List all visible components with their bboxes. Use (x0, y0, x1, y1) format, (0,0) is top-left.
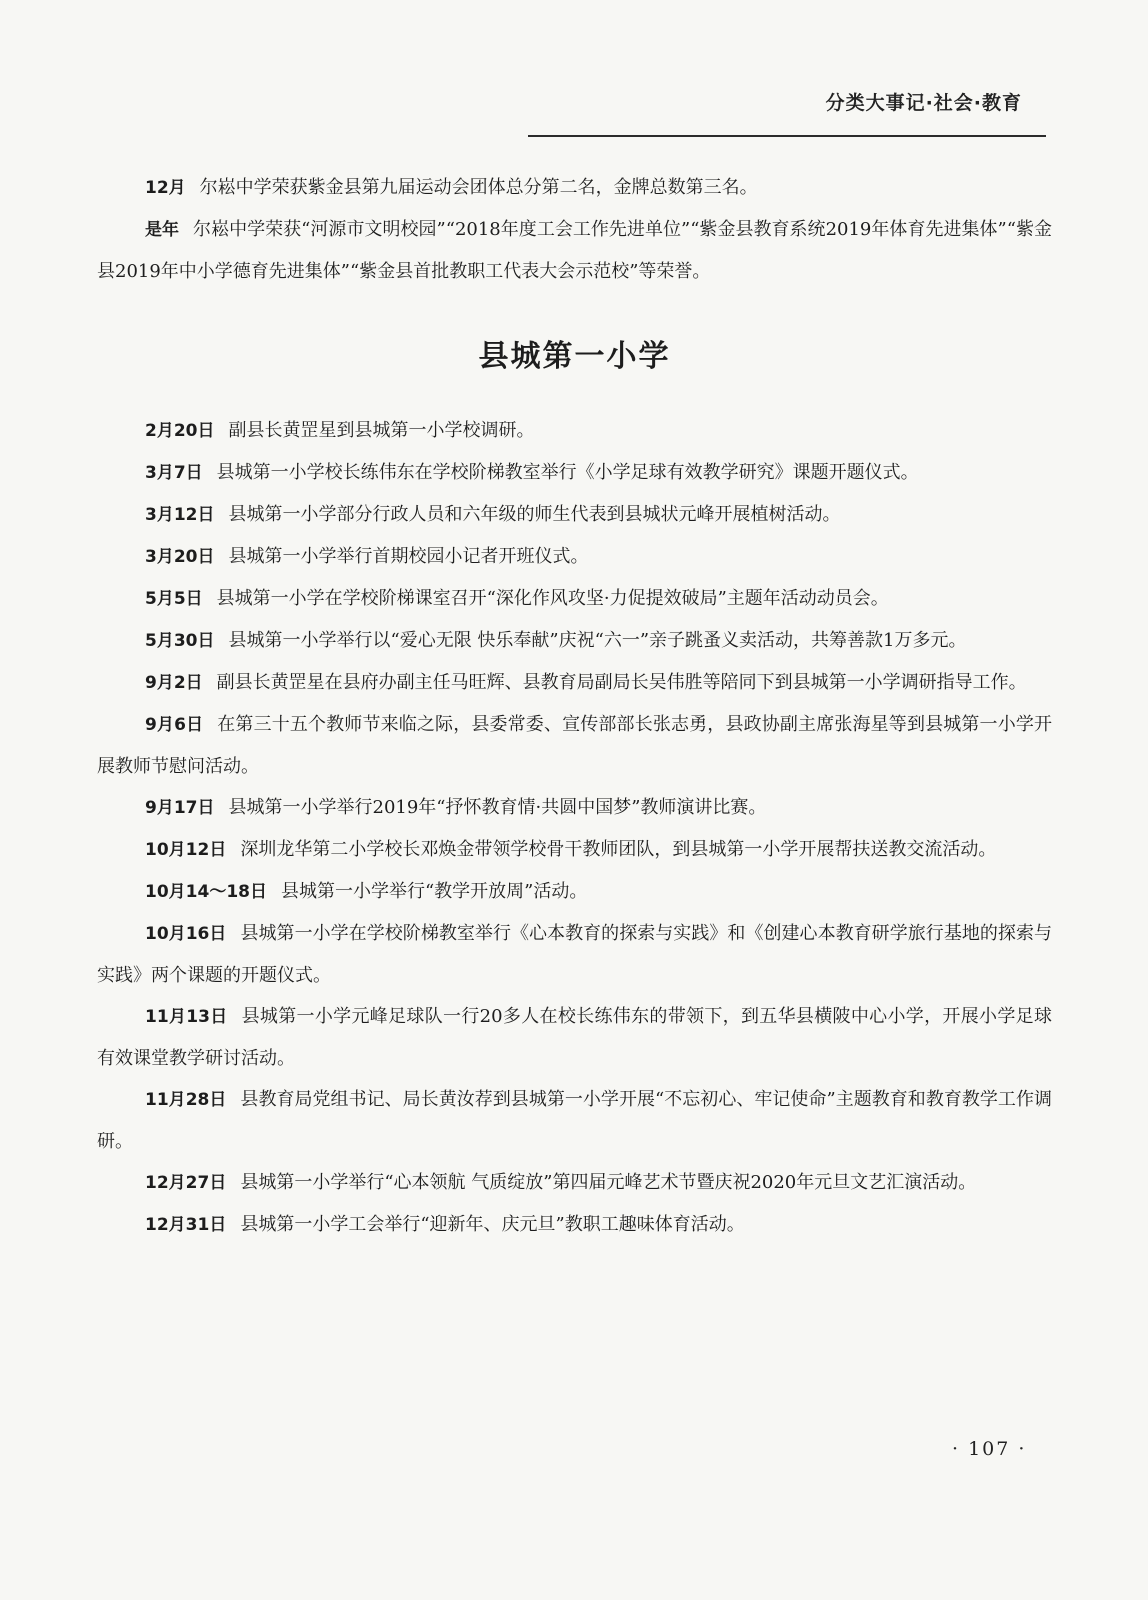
running-header: 分类大事记·社会·教育 (825, 92, 1022, 114)
event-entry (97, 1204, 1052, 1246)
event-entry (97, 494, 1052, 536)
entry-date: 12月 (145, 178, 186, 198)
page-number: · 107 · (952, 1438, 1027, 1460)
entry-text: 县城第一小学举行“教学开放周”活动。 (280, 881, 588, 902)
event-entry (97, 787, 1052, 829)
entry-date: 3月12日 (145, 505, 215, 525)
entry-date: 12月27日 (145, 1173, 227, 1193)
event-entry (97, 913, 1052, 996)
entry-date: 2月20日 (145, 421, 215, 441)
entry-text: 县城第一小学校长练伟东在学校阶梯教室举行《小学足球有效教学研究》课题开题仪式。 (216, 462, 919, 483)
entry-date: 3月20日 (145, 547, 215, 567)
entry-text: 副县长黄罡星到县城第一小学校调研。 (228, 420, 535, 441)
entry-text: 县城第一小学举行“心本领航 气质绽放”第四届元峰艺术节暨庆祝2020年元旦文艺汇演活动。 (240, 1172, 977, 1193)
entry-date: 10月12日 (145, 840, 227, 860)
entry-date: 12月31日 (145, 1215, 227, 1235)
entry-text: 县教育局党组书记、局长黄汝荐到县城第一小学开展“不忘初心、牢记使命”主题教育和教育教学工作调研。 (97, 1089, 1052, 1152)
entry-text: 尔崧中学荣获“河源市文明校园”“2018年度工会工作先进单位”“紫金县教育系统2019年体育先进集体”“紫金县2019年中小学德育先进集体”“紫金县首批教职工代表大会示范校”等荣誉。 (97, 219, 1053, 282)
entry-text: 副县长黄罡星在县府办副主任马旺辉、县教育局副局长吴伟胜等陪同下到县城第一小学调研指导工作。 (216, 672, 1027, 693)
entry-date: 11月28日 (145, 1090, 227, 1110)
prev-entry (97, 167, 1052, 209)
entry-date: 是年 (145, 220, 180, 240)
event-entry (97, 1079, 1052, 1162)
entry-date: 9月6日 (145, 715, 204, 735)
event-entry (97, 410, 1052, 452)
entry-text: 在第三十五个教师节来临之际，县委常委、宣传部部长张志勇，县政协副主席张海星等到县城第一小学开展教师节慰问活动。 (97, 714, 1052, 777)
prev-entry (97, 209, 1052, 292)
entry-date: 9月2日 (145, 673, 203, 693)
entry-text: 县城第一小学举行以“爱心无限 快乐奉献”庆祝“六一”亲子跳蚤义卖活动，共筹善款1万多元。 (228, 630, 967, 651)
event-entry (97, 871, 1052, 913)
entry-text: 县城第一小学举行2019年“抒怀教育情·共圆中国梦”教师演讲比赛。 (228, 797, 767, 818)
entry-text: 县城第一小学工会举行“迎新年、庆元旦”教职工趣味体育活动。 (240, 1214, 745, 1235)
entry-text: 深圳龙华第二小学校长邓焕金带领学校骨干教师团队，到县城第一小学开展帮扶送教交流活动。 (240, 839, 997, 860)
entry-date: 11月13日 (145, 1007, 228, 1027)
entry-text: 县城第一小学举行首期校园小记者开班仪式。 (228, 546, 589, 567)
entry-date: 3月7日 (145, 463, 203, 483)
event-entry (97, 996, 1052, 1079)
entry-date: 10月14～18日 (145, 882, 267, 902)
event-entry (97, 662, 1052, 704)
header-rule (528, 135, 1046, 137)
entry-date: 5月5日 (145, 589, 203, 609)
event-entry (97, 536, 1052, 578)
entry-text: 县城第一小学在学校阶梯课室召开“深化作风攻坚·力促提效破局”主题年活动动员会。 (216, 588, 889, 609)
event-entry (97, 578, 1052, 620)
event-entry (97, 1162, 1052, 1204)
event-entry (97, 829, 1052, 871)
entry-date: 10月16日 (145, 924, 227, 944)
section-title: 县城第一小学 (478, 339, 671, 374)
entry-text: 尔崧中学荣获紫金县第九届运动会团体总分第二名，金牌总数第三名。 (199, 177, 758, 198)
entry-text: 县城第一小学元峰足球队一行20多人在校长练伟东的带领下，到五华县横陂中心小学，开展小学足球有效课堂教学研讨活动。 (97, 1006, 1052, 1069)
entry-date: 9月17日 (145, 798, 215, 818)
entry-text: 县城第一小学在学校阶梯教室举行《心本教育的探索与实践》和《创建心本教育研学旅行基地的探索与实践》两个课题的开题仪式。 (97, 923, 1052, 986)
event-entry (97, 704, 1052, 787)
entry-date: 5月30日 (145, 631, 215, 651)
event-entry (97, 620, 1052, 662)
page-content (97, 167, 1052, 1246)
event-entry (97, 452, 1052, 494)
entry-text: 县城第一小学部分行政人员和六年级的师生代表到县城状元峰开展植树活动。 (228, 504, 841, 525)
